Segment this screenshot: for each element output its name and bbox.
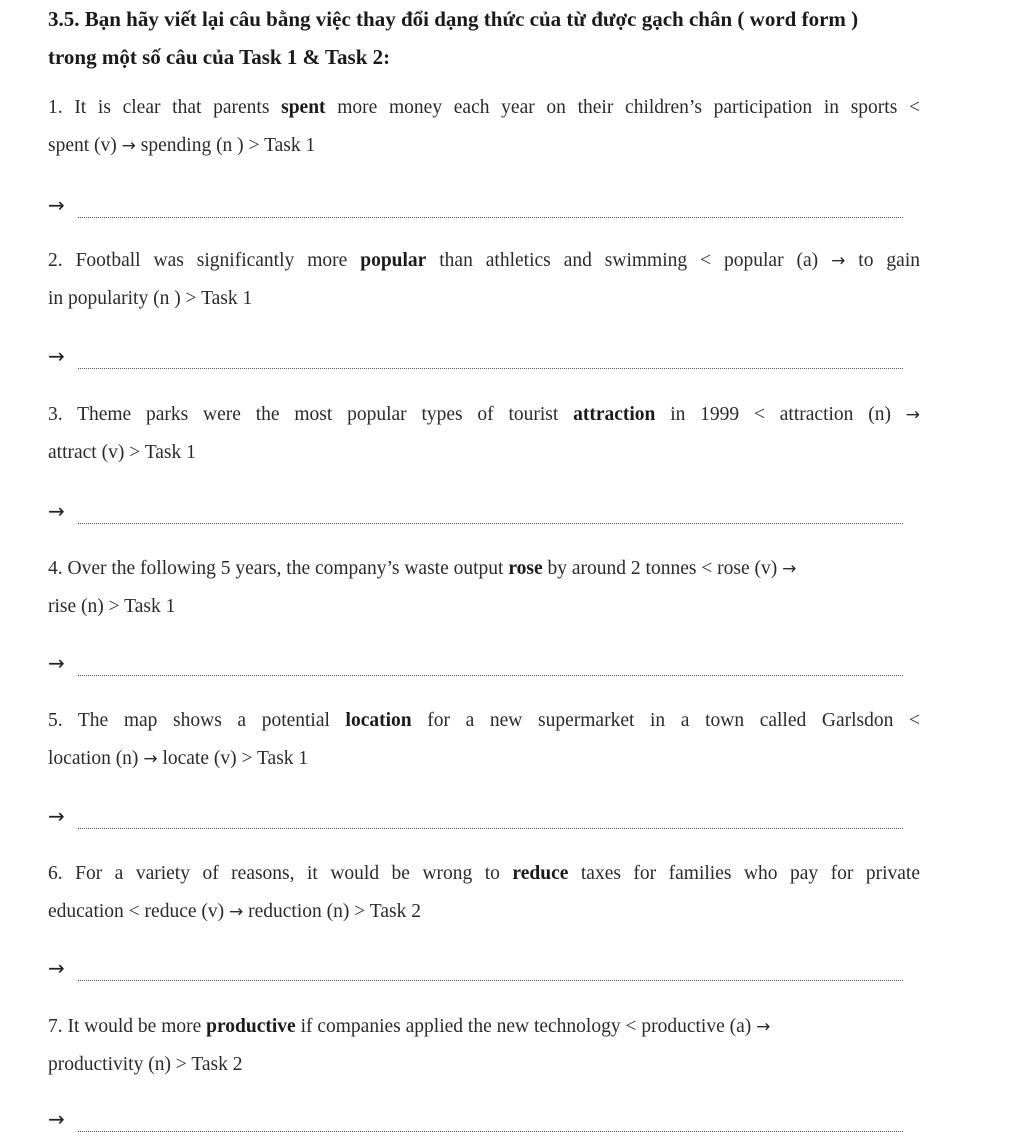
dotted-answer-field[interactable] <box>78 966 903 981</box>
arrow-icon: → <box>121 136 136 156</box>
item-hint: attract (v) > Task 1 <box>48 442 196 463</box>
item-hint: in popularity (n ) > Task 1 <box>48 288 253 309</box>
item-sentence: 4. Over the following 5 years, the company’s waste output rose by around 2 tonnes < rose (v) → <box>48 558 797 579</box>
arrow-icon: → <box>905 405 920 425</box>
exercise-item-5 <box>48 702 920 778</box>
answer-line-2[interactable] <box>48 341 903 371</box>
item-hint: spent (v) → spending (n ) > Task 1 <box>48 135 316 156</box>
item-sentence: 5. The map shows a potential location for a new supermarket in a town called Garlsdon < <box>48 710 920 731</box>
item-hint: location (n) → locate (v) > Task 1 <box>48 748 309 769</box>
section-heading <box>48 0 948 76</box>
arrow-icon: → <box>143 749 158 769</box>
answer-line-4[interactable] <box>48 648 903 678</box>
item-sentence: 6. For a variety of reasons, it would be wrong to reduce taxes for families who pay for private <box>48 863 921 884</box>
item-hint: rise (n) > Task 1 <box>48 596 176 617</box>
item-hint: education < reduce (v) → reduction (n) > Task 2 <box>48 901 421 922</box>
exercise-item-6 <box>48 855 920 931</box>
answer-line-6[interactable] <box>48 953 903 983</box>
exercise-item-3 <box>48 396 920 472</box>
item-sentence: 1. It is clear that parents spent more money each year on their children’s participation in sports < <box>48 97 920 118</box>
dotted-answer-field[interactable] <box>78 1117 903 1132</box>
arrow-icon: → <box>48 956 65 980</box>
arrow-icon: → <box>48 499 65 523</box>
item-sentence: 3. Theme parks were the most popular types of tourist attraction in 1999 < attraction (n) → <box>48 404 920 425</box>
target-word: productive <box>206 1016 296 1037</box>
target-word: reduce <box>512 863 569 884</box>
exercise-item-2 <box>48 242 920 318</box>
arrow-icon: → <box>831 251 846 271</box>
heading-line-2: trong một số câu của Task 1 & Task 2: <box>48 45 391 69</box>
dotted-answer-field[interactable] <box>78 203 903 218</box>
exercise-item-7 <box>48 1008 920 1084</box>
answer-line-5[interactable] <box>48 801 903 831</box>
target-word: popular <box>360 250 427 271</box>
exercise-item-1 <box>48 89 920 165</box>
heading-line-1: 3.5. Bạn hãy viết lại câu bằng việc thay đổi dạng thức của từ được gạch chân ( word form ) <box>48 7 859 31</box>
arrow-icon: → <box>229 902 244 922</box>
exercise-item-4 <box>48 550 920 626</box>
item-hint: productivity (n) > Task 2 <box>48 1054 243 1075</box>
answer-line-3[interactable] <box>48 496 903 526</box>
answer-line-7[interactable] <box>48 1104 903 1134</box>
arrow-icon: → <box>48 651 65 675</box>
target-word: rose <box>508 558 543 579</box>
dotted-answer-field[interactable] <box>78 354 903 369</box>
item-sentence: 2. Football was significantly more popular than athletics and swimming < popular (a) → to gain <box>48 250 920 271</box>
dotted-answer-field[interactable] <box>78 509 903 524</box>
target-word: location <box>345 710 412 731</box>
arrow-icon: → <box>48 1107 65 1131</box>
dotted-answer-field[interactable] <box>78 814 903 829</box>
arrow-icon: → <box>48 804 65 828</box>
target-word: spent <box>281 97 326 118</box>
arrow-icon: → <box>48 344 65 368</box>
item-sentence: 7. It would be more productive if companies applied the new technology < productive (a) → <box>48 1016 771 1037</box>
arrow-icon: → <box>48 193 65 217</box>
arrow-icon: → <box>782 559 797 579</box>
dotted-answer-field[interactable] <box>78 661 903 676</box>
arrow-icon: → <box>756 1017 771 1037</box>
target-word: attraction <box>573 404 656 425</box>
answer-line-1[interactable] <box>48 190 903 220</box>
